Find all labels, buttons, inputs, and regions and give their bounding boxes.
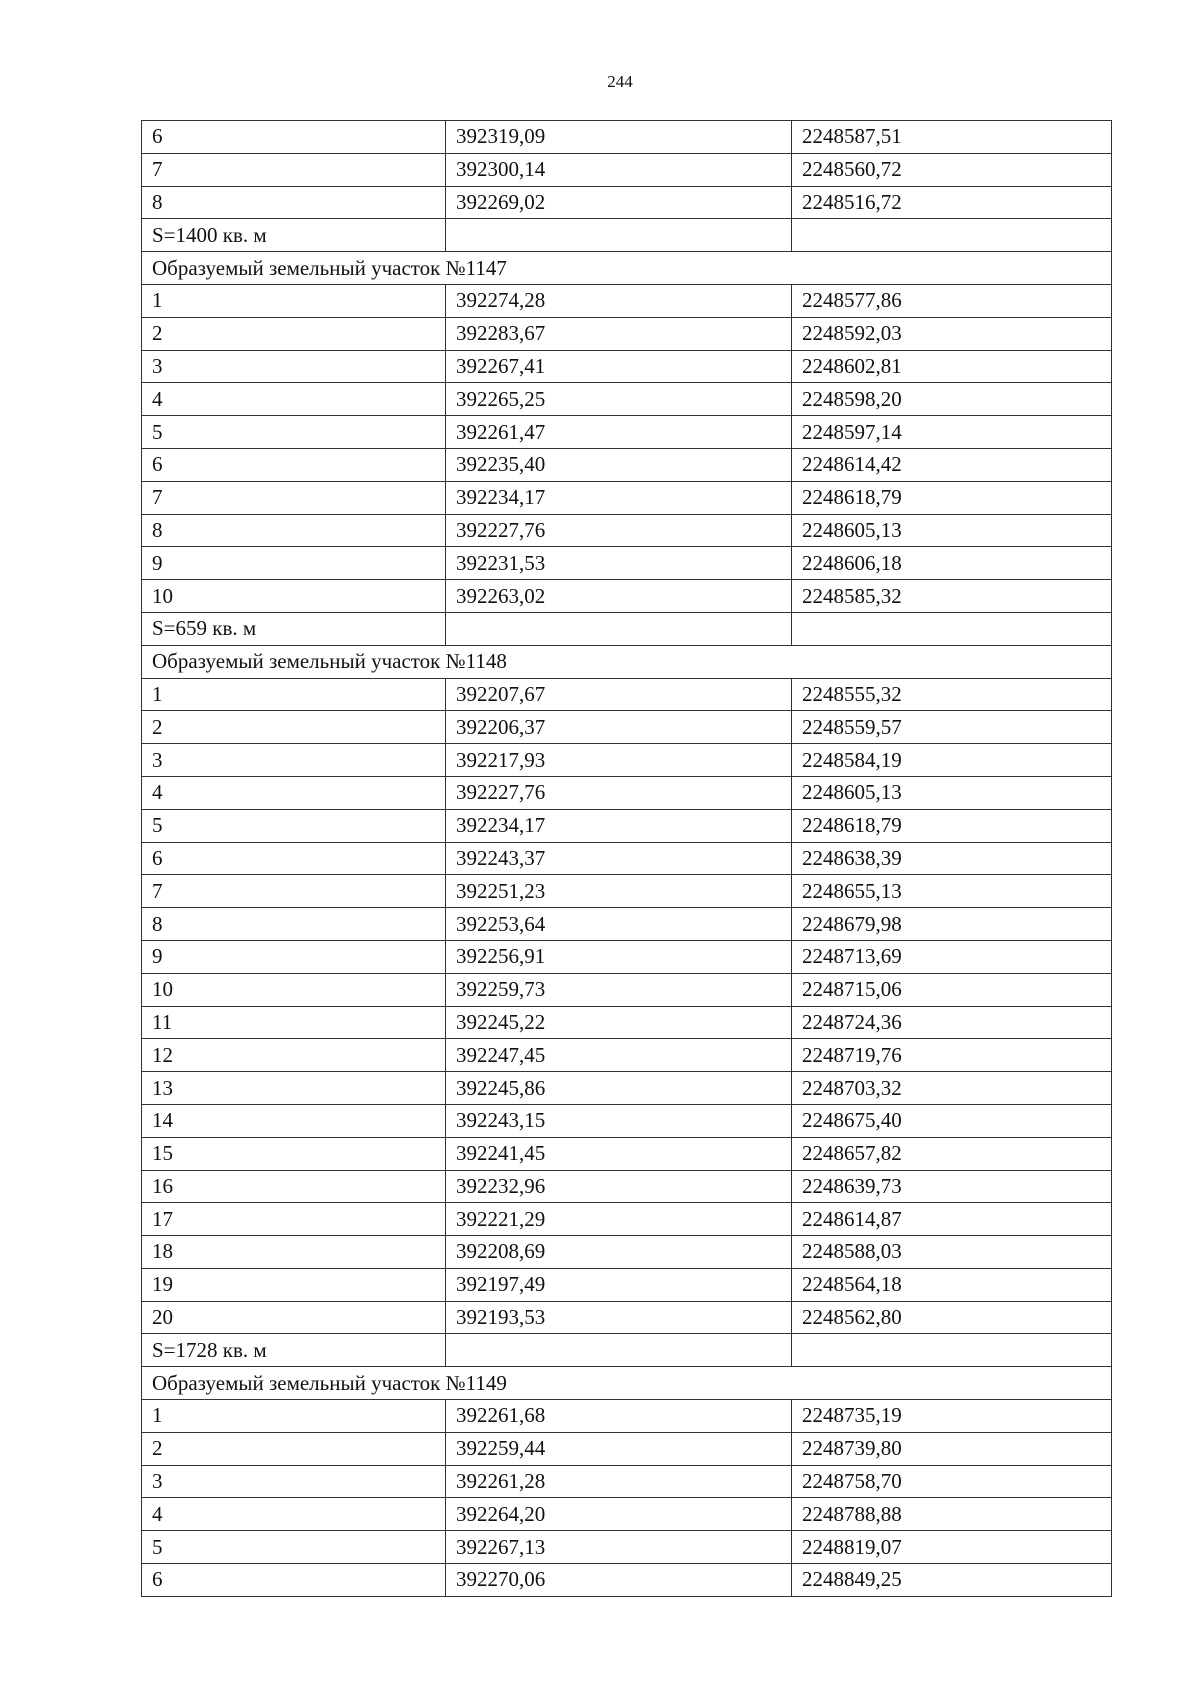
plot-header-row xyxy=(142,645,1112,678)
y-coordinate-cell: 2248675,40 xyxy=(792,1104,1112,1137)
x-coordinate-cell: 392221,29 xyxy=(446,1203,792,1236)
point-number-cell: 2 xyxy=(142,711,446,744)
point-number-cell: 3 xyxy=(142,744,446,777)
y-coordinate-cell: 2248602,81 xyxy=(792,350,1112,383)
table-row xyxy=(142,1203,1112,1236)
coordinates-table xyxy=(141,120,1112,1597)
point-number-cell: 10 xyxy=(142,580,446,613)
area-cell: S=1728 кв. м xyxy=(142,1334,446,1367)
plot-header-cell: Образуемый земельный участок №1148 xyxy=(142,645,1112,678)
point-number-cell: 7 xyxy=(142,481,446,514)
y-coordinate-cell: 2248618,79 xyxy=(792,481,1112,514)
table-row xyxy=(142,1039,1112,1072)
table-row xyxy=(142,514,1112,547)
y-coordinate-cell: 2248584,19 xyxy=(792,744,1112,777)
point-number-cell: 8 xyxy=(142,514,446,547)
table-row xyxy=(142,711,1112,744)
plot-header-cell: Образуемый земельный участок №1147 xyxy=(142,252,1112,285)
x-coordinate-cell: 392243,15 xyxy=(446,1104,792,1137)
y-coordinate-cell: 2248555,32 xyxy=(792,678,1112,711)
point-number-cell: 7 xyxy=(142,153,446,186)
point-number-cell: 3 xyxy=(142,350,446,383)
point-number-cell: 15 xyxy=(142,1137,446,1170)
x-coordinate-cell: 392261,28 xyxy=(446,1465,792,1498)
point-number-cell: 6 xyxy=(142,448,446,481)
table-row xyxy=(142,1268,1112,1301)
point-number-cell: 17 xyxy=(142,1203,446,1236)
table-row xyxy=(142,186,1112,219)
table-row xyxy=(142,416,1112,449)
table-row xyxy=(142,1564,1112,1597)
x-coordinate-cell: 392261,47 xyxy=(446,416,792,449)
x-coordinate-cell: 392206,37 xyxy=(446,711,792,744)
x-coordinate-cell: 392259,44 xyxy=(446,1432,792,1465)
point-number-cell: 12 xyxy=(142,1039,446,1072)
point-number-cell: 1 xyxy=(142,678,446,711)
y-coordinate-cell: 2248606,18 xyxy=(792,547,1112,580)
y-coordinate-cell: 2248703,32 xyxy=(792,1072,1112,1105)
empty-cell xyxy=(446,1334,792,1367)
plot-header-cell: Образуемый земельный участок №1149 xyxy=(142,1367,1112,1400)
y-coordinate-cell: 2248739,80 xyxy=(792,1432,1112,1465)
x-coordinate-cell: 392265,25 xyxy=(446,383,792,416)
table-row xyxy=(142,678,1112,711)
point-number-cell: 4 xyxy=(142,776,446,809)
y-coordinate-cell: 2248562,80 xyxy=(792,1301,1112,1334)
point-number-cell: 2 xyxy=(142,1432,446,1465)
point-number-cell: 10 xyxy=(142,973,446,1006)
y-coordinate-cell: 2248614,87 xyxy=(792,1203,1112,1236)
x-coordinate-cell: 392241,45 xyxy=(446,1137,792,1170)
x-coordinate-cell: 392245,86 xyxy=(446,1072,792,1105)
x-coordinate-cell: 392283,67 xyxy=(446,317,792,350)
table-row xyxy=(142,1072,1112,1105)
x-coordinate-cell: 392193,53 xyxy=(446,1301,792,1334)
x-coordinate-cell: 392267,13 xyxy=(446,1531,792,1564)
empty-cell xyxy=(792,219,1112,252)
plot-header-row xyxy=(142,252,1112,285)
x-coordinate-cell: 392197,49 xyxy=(446,1268,792,1301)
empty-cell xyxy=(792,1334,1112,1367)
point-number-cell: 8 xyxy=(142,908,446,941)
point-number-cell: 6 xyxy=(142,1564,446,1597)
y-coordinate-cell: 2248588,03 xyxy=(792,1236,1112,1269)
table-row xyxy=(142,481,1112,514)
x-coordinate-cell: 392227,76 xyxy=(446,514,792,547)
y-coordinate-cell: 2248638,39 xyxy=(792,842,1112,875)
table-row xyxy=(142,1432,1112,1465)
point-number-cell: 18 xyxy=(142,1236,446,1269)
point-number-cell: 5 xyxy=(142,416,446,449)
table-row xyxy=(142,1137,1112,1170)
empty-cell xyxy=(446,219,792,252)
area-cell: S=659 кв. м xyxy=(142,612,446,645)
y-coordinate-cell: 2248849,25 xyxy=(792,1564,1112,1597)
table-row xyxy=(142,317,1112,350)
area-row xyxy=(142,219,1112,252)
point-number-cell: 7 xyxy=(142,875,446,908)
plot-header-row xyxy=(142,1367,1112,1400)
table-row xyxy=(142,1531,1112,1564)
point-number-cell: 4 xyxy=(142,383,446,416)
y-coordinate-cell: 2248655,13 xyxy=(792,875,1112,908)
x-coordinate-cell: 392235,40 xyxy=(446,448,792,481)
y-coordinate-cell: 2248724,36 xyxy=(792,1006,1112,1039)
y-coordinate-cell: 2248657,82 xyxy=(792,1137,1112,1170)
y-coordinate-cell: 2248577,86 xyxy=(792,284,1112,317)
x-coordinate-cell: 392264,20 xyxy=(446,1498,792,1531)
y-coordinate-cell: 2248598,20 xyxy=(792,383,1112,416)
x-coordinate-cell: 392261,68 xyxy=(446,1400,792,1433)
table-row xyxy=(142,580,1112,613)
x-coordinate-cell: 392227,76 xyxy=(446,776,792,809)
y-coordinate-cell: 2248592,03 xyxy=(792,317,1112,350)
point-number-cell: 1 xyxy=(142,1400,446,1433)
x-coordinate-cell: 392217,93 xyxy=(446,744,792,777)
y-coordinate-cell: 2248713,69 xyxy=(792,940,1112,973)
coordinates-table-body xyxy=(142,121,1112,1597)
table-row xyxy=(142,153,1112,186)
table-row xyxy=(142,908,1112,941)
x-coordinate-cell: 392207,67 xyxy=(446,678,792,711)
y-coordinate-cell: 2248715,06 xyxy=(792,973,1112,1006)
y-coordinate-cell: 2248560,72 xyxy=(792,153,1112,186)
y-coordinate-cell: 2248585,32 xyxy=(792,580,1112,613)
y-coordinate-cell: 2248605,13 xyxy=(792,514,1112,547)
empty-cell xyxy=(446,612,792,645)
y-coordinate-cell: 2248618,79 xyxy=(792,809,1112,842)
x-coordinate-cell: 392269,02 xyxy=(446,186,792,219)
y-coordinate-cell: 2248559,57 xyxy=(792,711,1112,744)
x-coordinate-cell: 392259,73 xyxy=(446,973,792,1006)
y-coordinate-cell: 2248719,76 xyxy=(792,1039,1112,1072)
y-coordinate-cell: 2248587,51 xyxy=(792,121,1112,154)
x-coordinate-cell: 392263,02 xyxy=(446,580,792,613)
x-coordinate-cell: 392231,53 xyxy=(446,547,792,580)
y-coordinate-cell: 2248516,72 xyxy=(792,186,1112,219)
page-number: 244 xyxy=(607,72,633,91)
y-coordinate-cell: 2248788,88 xyxy=(792,1498,1112,1531)
point-number-cell: 1 xyxy=(142,284,446,317)
table-row xyxy=(142,940,1112,973)
x-coordinate-cell: 392274,28 xyxy=(446,284,792,317)
point-number-cell: 9 xyxy=(142,547,446,580)
x-coordinate-cell: 392267,41 xyxy=(446,350,792,383)
point-number-cell: 4 xyxy=(142,1498,446,1531)
table-row xyxy=(142,973,1112,1006)
table-row xyxy=(142,284,1112,317)
table-row xyxy=(142,744,1112,777)
table-row xyxy=(142,547,1112,580)
x-coordinate-cell: 392256,91 xyxy=(446,940,792,973)
y-coordinate-cell: 2248758,70 xyxy=(792,1465,1112,1498)
empty-cell xyxy=(792,612,1112,645)
table-row xyxy=(142,842,1112,875)
point-number-cell: 6 xyxy=(142,842,446,875)
table-row xyxy=(142,1301,1112,1334)
point-number-cell: 3 xyxy=(142,1465,446,1498)
y-coordinate-cell: 2248597,14 xyxy=(792,416,1112,449)
y-coordinate-cell: 2248819,07 xyxy=(792,1531,1112,1564)
y-coordinate-cell: 2248639,73 xyxy=(792,1170,1112,1203)
point-number-cell: 2 xyxy=(142,317,446,350)
x-coordinate-cell: 392234,17 xyxy=(446,481,792,514)
x-coordinate-cell: 392251,23 xyxy=(446,875,792,908)
point-number-cell: 5 xyxy=(142,1531,446,1564)
table-row xyxy=(142,1006,1112,1039)
x-coordinate-cell: 392319,09 xyxy=(446,121,792,154)
table-row xyxy=(142,121,1112,154)
point-number-cell: 9 xyxy=(142,940,446,973)
x-coordinate-cell: 392247,45 xyxy=(446,1039,792,1072)
table-row xyxy=(142,809,1112,842)
x-coordinate-cell: 392253,64 xyxy=(446,908,792,941)
table-row xyxy=(142,1400,1112,1433)
table-row xyxy=(142,350,1112,383)
point-number-cell: 13 xyxy=(142,1072,446,1105)
y-coordinate-cell: 2248679,98 xyxy=(792,908,1112,941)
y-coordinate-cell: 2248614,42 xyxy=(792,448,1112,481)
table-row xyxy=(142,448,1112,481)
area-row xyxy=(142,1334,1112,1367)
table-row xyxy=(142,1498,1112,1531)
table-row xyxy=(142,1170,1112,1203)
y-coordinate-cell: 2248564,18 xyxy=(792,1268,1112,1301)
point-number-cell: 16 xyxy=(142,1170,446,1203)
table-row xyxy=(142,1236,1112,1269)
x-coordinate-cell: 392208,69 xyxy=(446,1236,792,1269)
x-coordinate-cell: 392243,37 xyxy=(446,842,792,875)
x-coordinate-cell: 392245,22 xyxy=(446,1006,792,1039)
table-row xyxy=(142,776,1112,809)
x-coordinate-cell: 392270,06 xyxy=(446,1564,792,1597)
table-row xyxy=(142,1104,1112,1137)
table-row xyxy=(142,1465,1112,1498)
table-row xyxy=(142,383,1112,416)
table-row xyxy=(142,875,1112,908)
point-number-cell: 8 xyxy=(142,186,446,219)
area-row xyxy=(142,612,1112,645)
point-number-cell: 6 xyxy=(142,121,446,154)
point-number-cell: 14 xyxy=(142,1104,446,1137)
y-coordinate-cell: 2248735,19 xyxy=(792,1400,1112,1433)
point-number-cell: 5 xyxy=(142,809,446,842)
x-coordinate-cell: 392234,17 xyxy=(446,809,792,842)
area-cell: S=1400 кв. м xyxy=(142,219,446,252)
x-coordinate-cell: 392300,14 xyxy=(446,153,792,186)
point-number-cell: 20 xyxy=(142,1301,446,1334)
point-number-cell: 11 xyxy=(142,1006,446,1039)
point-number-cell: 19 xyxy=(142,1268,446,1301)
y-coordinate-cell: 2248605,13 xyxy=(792,776,1112,809)
x-coordinate-cell: 392232,96 xyxy=(446,1170,792,1203)
